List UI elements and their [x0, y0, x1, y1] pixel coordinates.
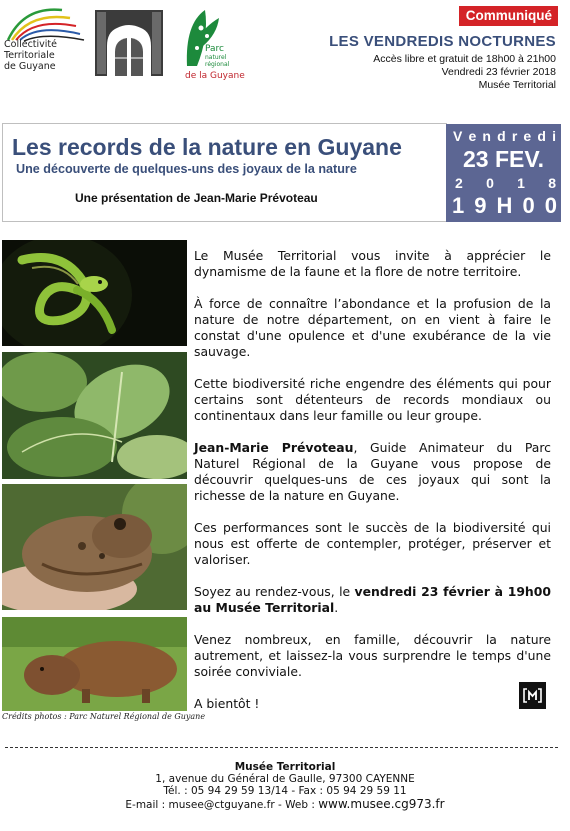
capybara-photo: [2, 617, 187, 711]
rendezvous-details: vendredi 23 février à 19h00 au Musée Territorial: [194, 584, 551, 615]
parc-naturel-logo: [183, 6, 245, 80]
paragraph-presenter: Jean-Marie Prévoteau, Guide Animateur du Parc Naturel Régional de la Guyane vous propose de découvrir quelques-uns de ces joyaux qui sont la richesse de la nature en Guyane.: [194, 440, 551, 503]
event-date-line: Vendredi 23 février 2018: [441, 66, 556, 78]
footer-address: 1, avenue du Général de Gaulle, 97300 CAYENNE: [155, 773, 415, 785]
venue-line: Musée Territorial: [478, 79, 556, 91]
paragraph-biodiversity: Cette biodiversité riche engendre des éléments qui pour certains sont détenteurs de records mondiaux ou continentaux dans leur famille ou leur groupe.: [194, 376, 551, 423]
presenter-line: Une présentation de Jean-Marie Prévoteau: [75, 191, 318, 205]
parc-logo-text: Parc naturel régional: [205, 44, 230, 68]
date-box-month-day: 23 FEV.: [463, 146, 544, 172]
series-title: LES VENDREDIS NOCTURNES: [329, 33, 556, 50]
page-title: Les records de la nature en Guyane: [12, 134, 402, 160]
footer-name: Musée Territorial: [234, 761, 336, 773]
page-subtitle: Une découverte de quelques-uns des joyaux de la nature: [16, 162, 357, 176]
parc-logo-region: de la Guyane: [185, 71, 245, 81]
photo-credits: Crédits photos : Parc Naturel Régional de Guyane: [2, 712, 206, 721]
presenter-name: Jean-Marie Prévoteau: [194, 440, 354, 455]
footer-contact: E-mail : musee@ctguyane.fr - Web : www.musee.cg973.fr: [125, 797, 445, 811]
paragraph-invitation: Venez nombreux, en famille, découvrir la nature autrement, et laissez-la vous surprendre le temps d'une soirée conviviale.: [194, 632, 551, 679]
ctg-swoosh-icon: [4, 4, 86, 44]
footer-divider: [5, 747, 558, 748]
date-box: [446, 124, 561, 222]
plant-photo: [2, 352, 187, 479]
ctg-logo: [4, 4, 86, 80]
paragraph-abundance: À force de connaître l’abondance et la profusion de la nature de notre département, on en vient à faire le constat d'une opulence et d'une exubérance de la vie sauvage.: [194, 296, 551, 359]
museum-m-icon: [519, 682, 546, 709]
museum-logo: [93, 6, 165, 78]
access-info: Accès libre et gratuit de 18h00 à 21h00: [373, 53, 556, 65]
date-box-time: 1 9 H 0 0: [452, 193, 557, 218]
paragraph-rendezvous: Soyez au rendez-vous, le vendredi 23 février à 19h00 au Musée Territorial.: [194, 584, 551, 615]
ctg-logo-text: Collectivité Territoriale de Guyane: [4, 39, 57, 72]
museum-doors-icon: [93, 6, 165, 78]
footer-phone: Tél. : 05 94 29 59 13/14 - Fax : 05 94 29 59 11: [163, 785, 407, 797]
date-box-year: 2 0 1 8: [455, 175, 556, 191]
body-text: [194, 248, 551, 728]
paragraph-performances: Ces performances sont le succès de la biodiversité qui nous est offerte de contempler, protéger, préserver et valoriser.: [194, 520, 551, 567]
frog-photo: [2, 484, 187, 610]
footer-website-link[interactable]: www.musee.cg973.fr: [318, 797, 445, 811]
date-box-day: V e n d r e d i: [453, 128, 556, 144]
paragraph-closing: A bientôt !: [194, 696, 260, 711]
communique-badge: Communiqué: [459, 6, 558, 26]
snake-photo: [2, 240, 187, 346]
paragraph-intro: Le Musée Territorial vous invite à apprécier le dynamisme de la faune et la flore de notre territoire.: [194, 248, 551, 279]
